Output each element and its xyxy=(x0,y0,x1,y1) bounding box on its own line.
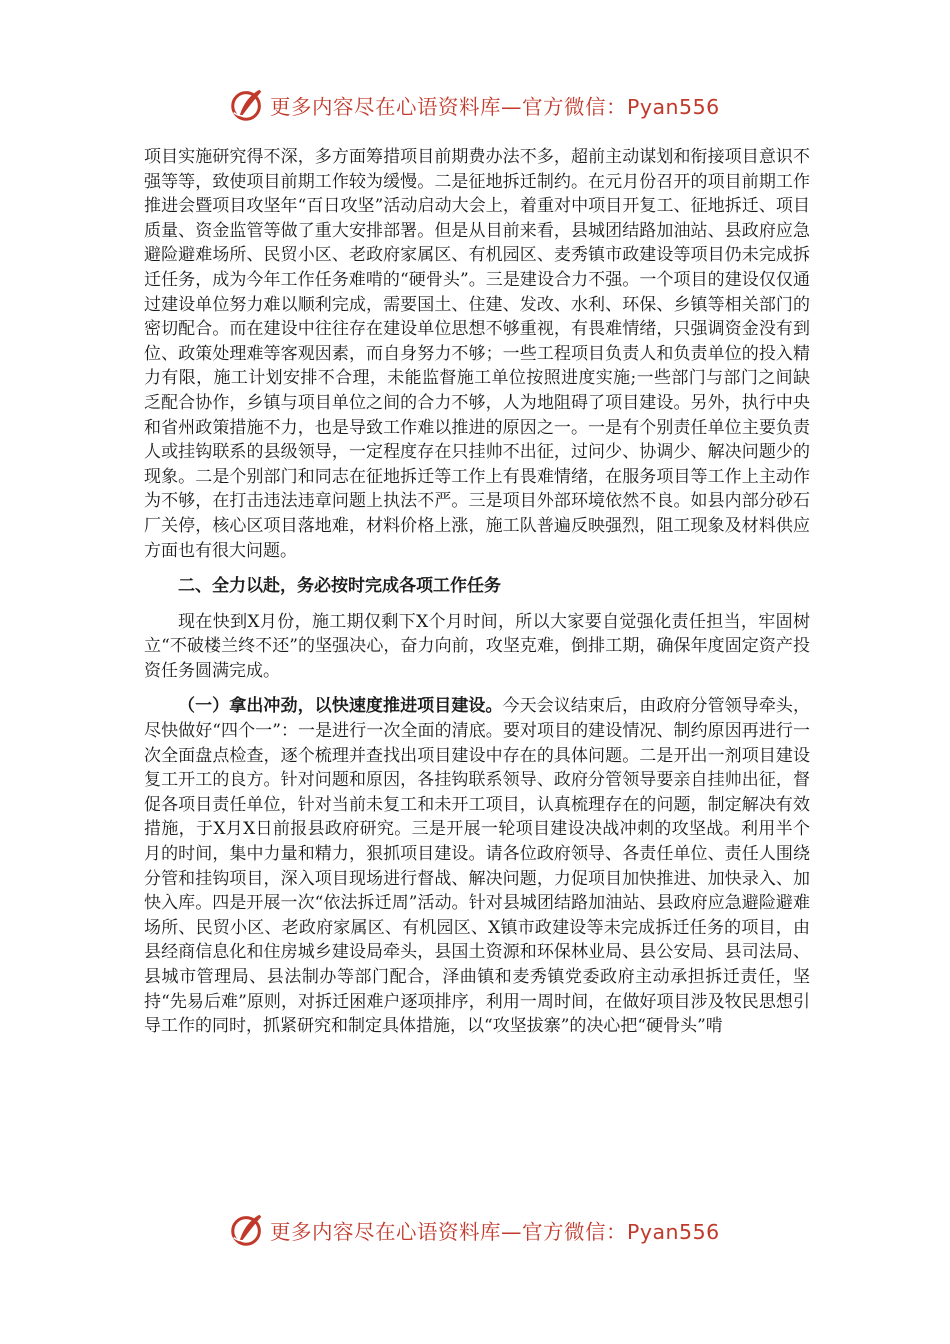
quill-logo-icon xyxy=(228,1211,266,1249)
section-heading: 二、全力以赴，务必按时完成各项工作任务 xyxy=(178,576,501,597)
paragraph xyxy=(144,694,810,1038)
document-body xyxy=(144,145,810,1039)
paragraph: 项目实施研究得不深，多方面筹措项目前期费办法不多，超前主动谋划和衔接项目意识不强等等，致使项目前期工作较为缓慢。二是征地拆迁制约。在元月份召开的项目前期工作推进会暨项目攻坚年“百日攻坚”活动启动大会上，着重对中项目开复工、征地拆迁、项目质量、资金监管等做了重大安排部署。但是从目前来看，县城团结路加油站、县政府应急避险避难场所、民贸小区、老政府家属区、有机园区、麦秀镇市政建设等项目仍未完成拆迁任务，成为今年工作任务难啃的“硬骨头”。三是建设合力不强。一个项目的建设仅仅通过建设单位努力难以顺利完成，需要国土、住建、发改、水利、环保、乡镇等相关部门的密切配合。而在建设中往往存在建设单位思想不够重视，有畏难情绪，只强调资金没有到位、政策处理难等客观因素，而自身努力不够；一些工程项目负责人和负责单位的投入精力有限，施工计划安排不合理，未能监督施工单位按照进度实施;一些部门与部门之间缺乏配合协作，乡镇与项目单位之间的合力不够，人为地阻碍了项目建设。另外，执行中央和省州政策措施不力，也是导致工作难以推进的原因之一。一是有个别责任单位主要负责人或挂钩联系的县级领导，一定程度存在只挂帅不出征，过问少、协调少、解决问题少的现象。二是个别部门和同志在征地拆迁等工作上有畏难情绪，在服务项目等工作上主动作为不够，在打击违法违章问题上执法不严。三是项目外部环境依然不良。如县内部分砂石厂关停，核心区项目落地难，材料价格上涨，施工队普遍反映强烈，阻工现象及材料供应方面也有很大问题。 xyxy=(144,147,810,561)
banner-text: 更多内容尽在心语资料库—官方微信：Pyan556 xyxy=(270,1220,720,1244)
header-banner xyxy=(228,85,720,125)
footer-banner xyxy=(228,1210,720,1250)
quill-logo-icon xyxy=(228,86,266,124)
paragraph-text: 今天会议结束后，由政府分管领导牵头，尽快做好“四个一”：一是进行一次全面的清底。要对项目的建设情况、制约原因再进行一次全面盘点检查，逐个梳理并查找出项目建设中存在的具体问题。二是开出一剂项目建设复工开工的良方。针对问题和原因，各挂钩联系领导、政府分管领导要亲自挂帅出征，督促各项目责任单位，针对当前未复工和未开工项目，认真梳理存在的问题，制定解决有效措施，于X月X日前报县政府研究。三是开展一轮项目建设决战冲刺的攻坚战。利用半个月的时间，集中力量和精力，狠抓项目建设。请各位政府领导、各责任单位、责任人围绕分管和挂钩项目，深入项目现场进行督战、解决问题，力促项目加快推进、加快录入、加快入库。四是开展一次“依法拆迁周”活动。针对县城团结路加油站、县政府应急避险避难场所、民贸小区、老政府家属区、有机园区、X镇市政建设等未完成拆迁任务的项目，由县经商信息化和住房城乡建设局牵头，县国土资源和环保林业局、县公安局、县司法局、县城市管理局、县法制办等部门配合，泽曲镇和麦秀镇党委政府主动承担拆迁责任，坚持“先易后难”原则，对拆迁困难户逐项排序，利用一周时间，在做好项目涉及牧民思想引导工作的同时，抓紧研究和制定具体措施，以“攻坚拔寨”的决心把“硬骨头”啃 xyxy=(144,696,811,1037)
paragraph: 现在快到X月份，施工期仅剩下X个月时间，所以大家要自觉强化责任担当，牢固树立“不破楼兰终不还”的坚强决心，奋力向前，攻坚克难，倒排工期，确保年度固定资产投资任务圆满完成。 xyxy=(144,611,810,681)
banner-text: 更多内容尽在心语资料库—官方微信：Pyan556 xyxy=(270,95,720,119)
subheading: （一）拿出冲劲，以快速度推进项目建设。 xyxy=(178,696,503,717)
